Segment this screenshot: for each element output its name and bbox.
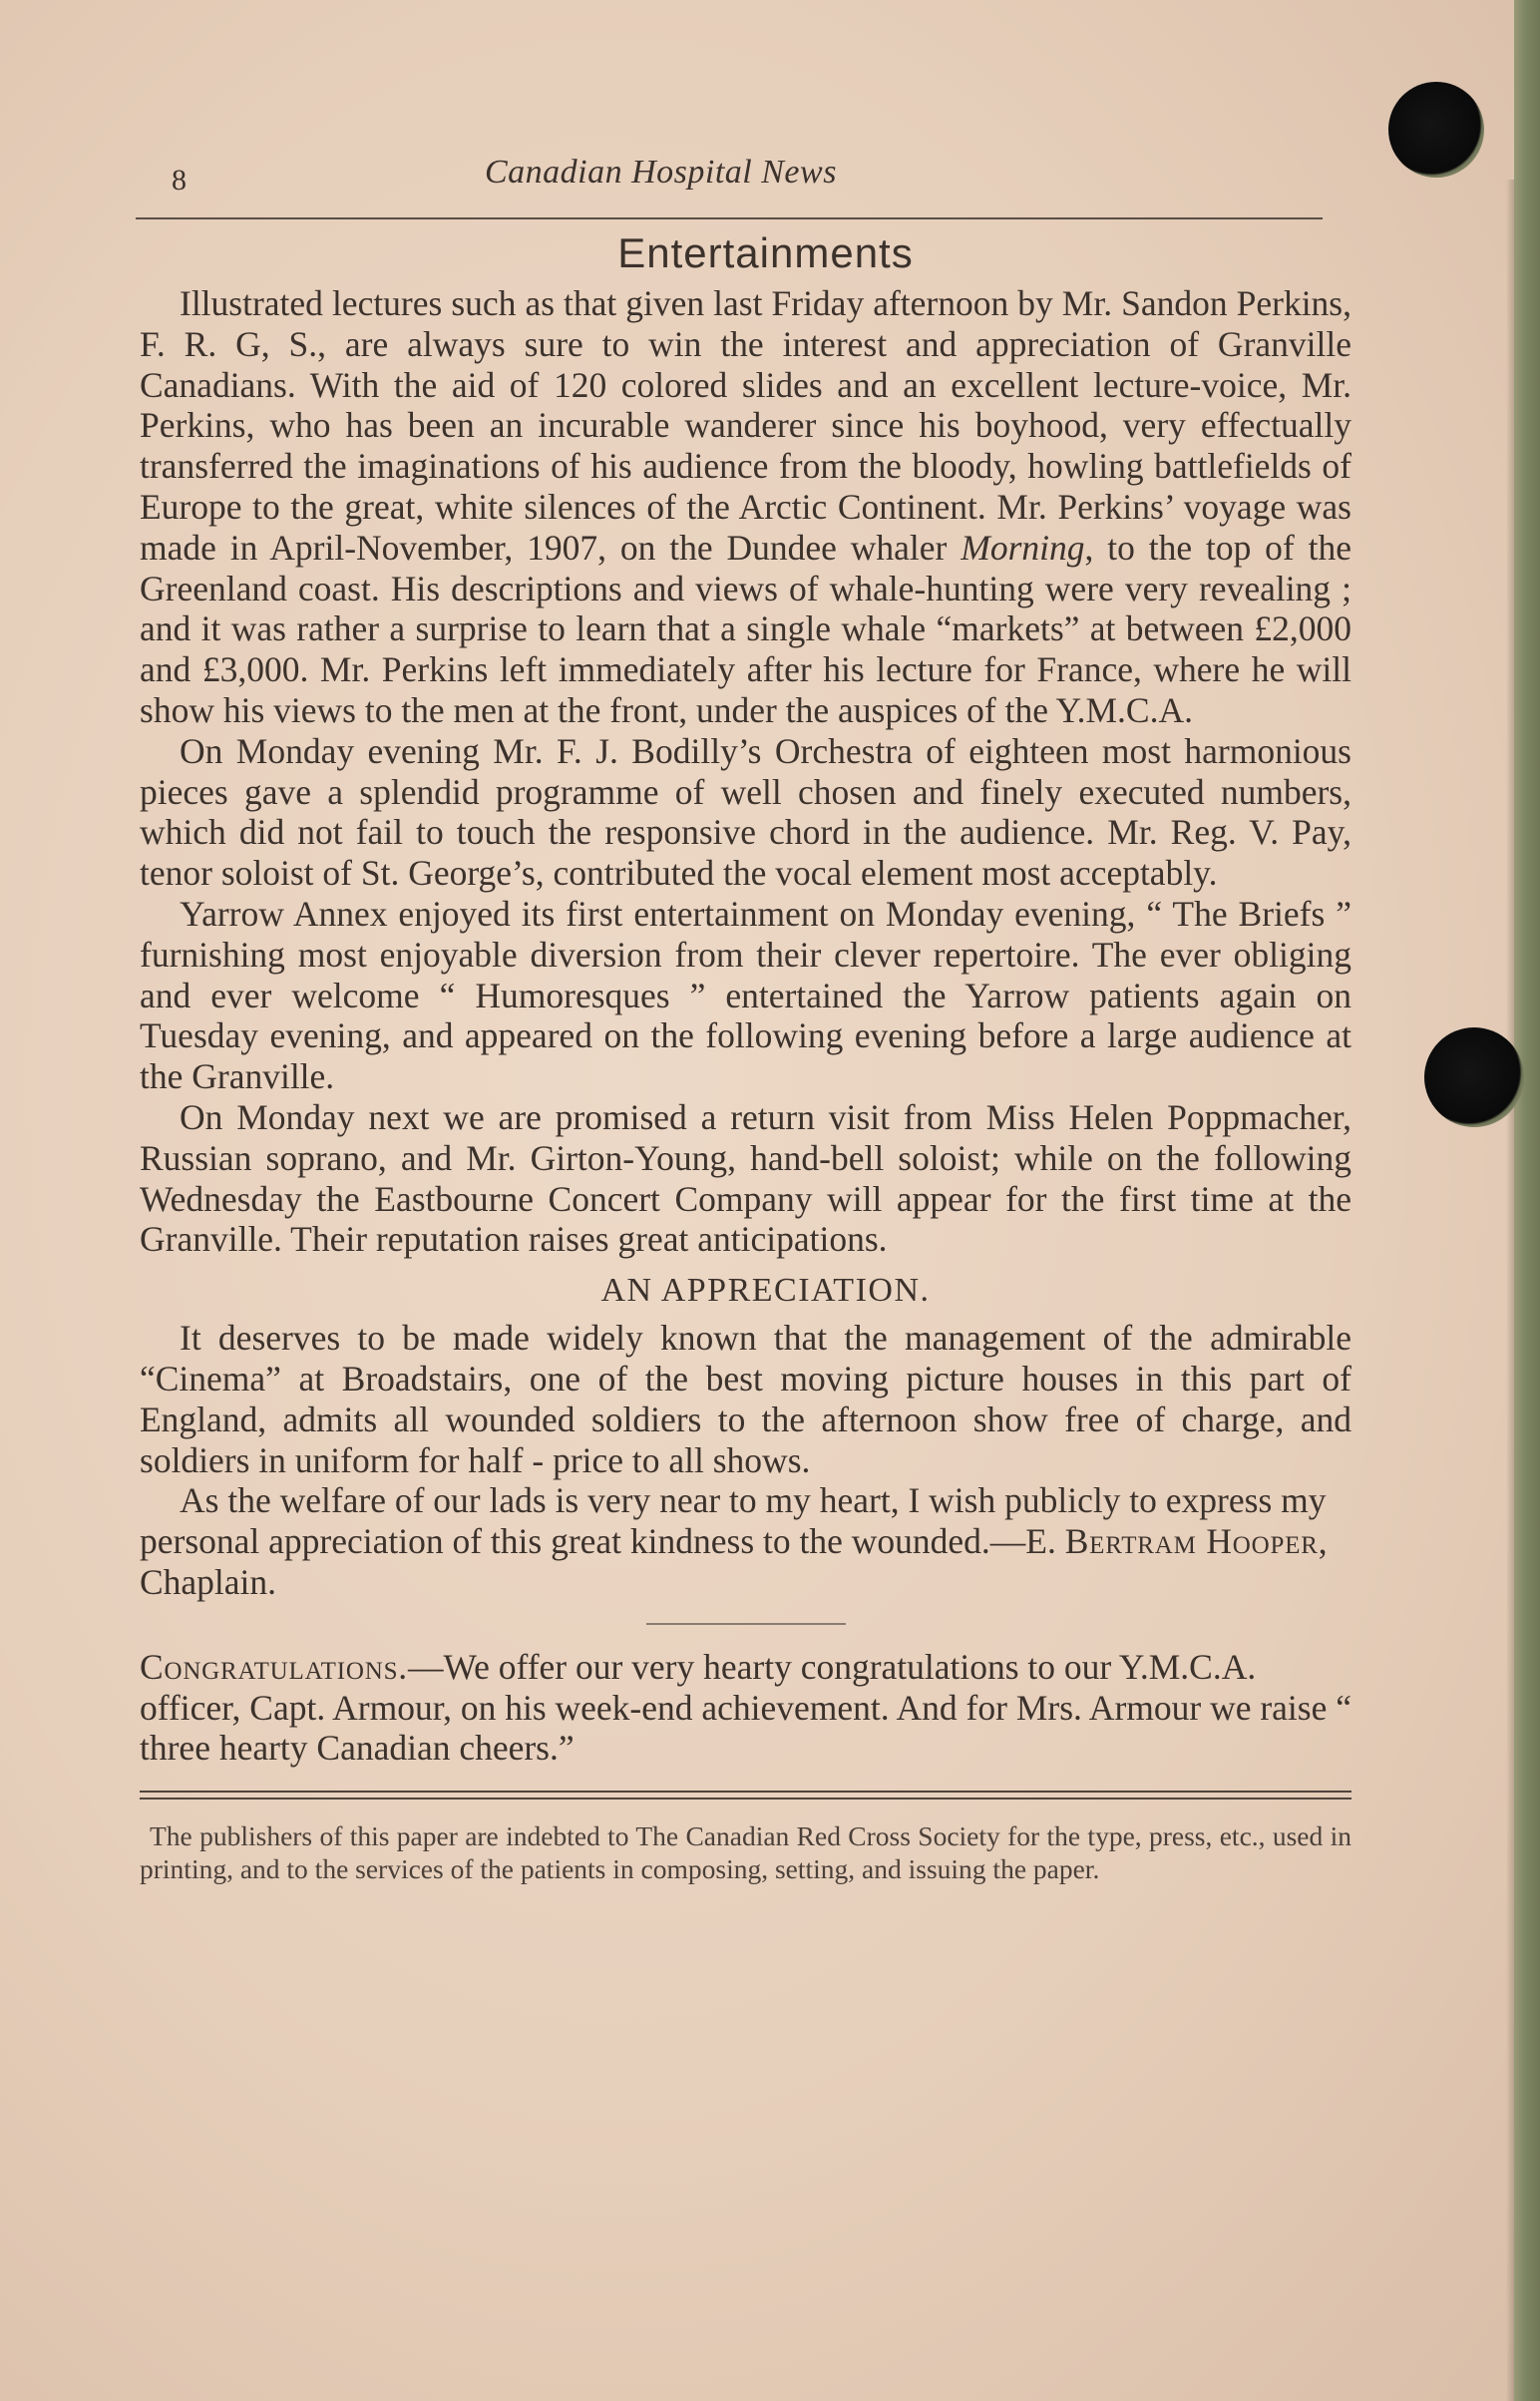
congratulations-lead: Congratulations. [140, 1646, 408, 1687]
appreciation-paragraph-1: It deserves to be made widely known that the management of the admirable “Cinema” at Broadstairs, one of the best moving picture houses in this part of England, admits all wounded soldiers to the afternoon show free of charge, and soldiers in uniform for half - price to all shows. [140, 1318, 1351, 1480]
entertainments-paragraph-3: Yarrow Annex enjoyed its first entertainment on Monday evening, “ The Briefs ” furnishing most enjoyable diversion from their clever repertoire. The ever obliging and ever welcome “ Humoresques ” entertained the Yarrow patients again on Tuesday evening, and appeared on the following evening before a large audience at the Granville. [140, 893, 1351, 1097]
section-divider [646, 1623, 846, 1625]
entertainments-heading: Entertainments [617, 229, 914, 276]
binding-edge [1514, 0, 1540, 2401]
entertainments-paragraph-2: On Monday evening Mr. F. J. Bodilly’s Orchestra of eighteen most harmonious pieces gave a splendid programme of well chosen and finely executed numbers, which did not fail to touch the responsive chord in the audience. Mr. Reg. V. Pay, tenor soloist of St. George’s, contributed the vocal element most acceptably. [140, 730, 1351, 894]
journal-title: Canadian Hospital News [485, 154, 837, 191]
page-number: 8 [172, 164, 187, 197]
punch-hole-top [1388, 82, 1484, 178]
entertainments-paragraph-1 [140, 283, 1351, 731]
publisher-footnote: The publishers of this paper are indebted to The Canadian Red Cross Society for the type, press, etc., used in printing, and to the services of the patients in composing, setting, and issuing the paper. [140, 1820, 1351, 1885]
congratulations-paragraph [140, 1647, 1351, 1769]
header-rule [136, 217, 1323, 219]
lecture-text-a: Illustrated lectures such as that given last Friday afternoon by Mr. Sandon Perkins, F. R. G, S., are always sure to win the interest and appreciation of Granville Canadians. With the aid of 120 colored slides and an excellent lecture-voice, Mr. Perkins, who has been an incurable wanderer since his boyhood, very effectually transferred the imaginations of his audience from the bloody, howling battlefields of Europe to the great, white silences of the Arctic Continent. Mr. Perkins’ voyage was made in April-November, 1907, on the Dundee whaler [140, 283, 1351, 568]
appreciation-paragraph-2 [140, 1480, 1351, 1602]
appreciation-text: As the welfare of our lads is very near to my heart, I wish publicly to express my personal appreciation of this great kindness to the wounded.—E. [140, 1480, 1327, 1562]
page-edge-shadow [1506, 180, 1514, 2401]
ship-name: Morning [961, 527, 1085, 568]
article-column [140, 229, 1351, 1885]
lecture-text-b: , to the top of the Greenland coast. His descriptions and views of whale-hunting were very revealing ; and it was rather a surprise to learn that a single whale “markets” at between £2,000 and £3,000. Mr. Perkins left immediately after his lecture for France, where he will show his views to the men at the front, under the auspices of the Y.M.C.A. [140, 527, 1351, 730]
entertainments-paragraph-4: On Monday next we are promised a return visit from Miss Helen Poppmacher, Russian soprano, and Mr. Girton-Young, hand-bell soloist; while on the following Wednesday the Eastbourne Concert Company will appear for the first time at the Granville. Their reputation raises great anticipations. [140, 1096, 1351, 1260]
congratulations-text: —We offer our very hearty congratulations to our Y.M.C.A. officer, Capt. Armour, on his week-end achievement. And for Mrs. Armour we raise “ three hearty Canadian cheers.” [140, 1646, 1351, 1769]
running-header [136, 146, 1323, 205]
signature-name: Bertram Hooper [1064, 1521, 1319, 1562]
signature-title: , Chaplain. [140, 1521, 1328, 1602]
punch-hole-bottom [1424, 1027, 1524, 1127]
appreciation-heading: AN APPRECIATION. [600, 1272, 931, 1310]
footer-double-rule [140, 1791, 1351, 1800]
